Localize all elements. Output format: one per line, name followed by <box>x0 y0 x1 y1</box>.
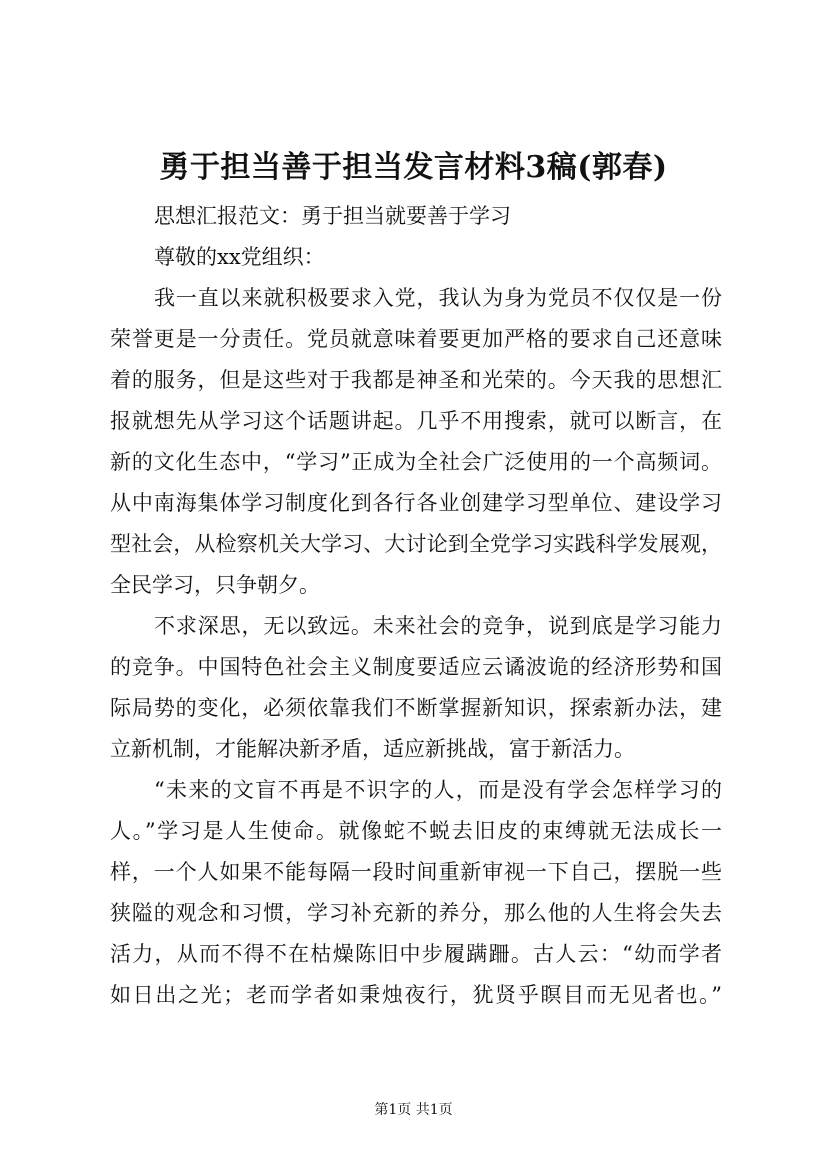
document-subtitle: 思想汇报范文：勇于担当就要善于学习 <box>154 204 511 228</box>
paragraph-3-line: 如日出之光；老而学者如秉烛夜行，犹贤乎瞑目而无见者也。” <box>110 983 722 1007</box>
paragraph-3-line: “未来的文盲不再是不识字的人，而是没有学会怎样学习的 <box>154 778 722 802</box>
paragraph-2-line: 立新机制，才能解决新矛盾，适应新挑战，富于新活力。 <box>110 737 635 761</box>
paragraph-1-line: 荣誉更是一分责任。党员就意味着要更加严格的要求自己还意味 <box>110 327 722 351</box>
paragraph-2-line: 不求深思，无以致远。未来社会的竞争，说到底是学习能力 <box>154 614 722 638</box>
document-title: 勇于担当善于担当发言材料3稿(郭春) <box>159 150 668 185</box>
paragraph-1-line: 我一直以来就积极要求入党，我认为身为党员不仅仅是一份 <box>154 286 722 310</box>
paragraph-1-line: 型社会，从检察机关大学习、大讨论到全党学习实践科学发展观， <box>110 532 722 556</box>
paragraph-3-line: 人。”学习是人生使命。就像蛇不蜕去旧皮的束缚就无法成长一 <box>110 819 722 843</box>
paragraph-1-line: 报就想先从学习这个话题讲起。几乎不用搜索，就可以断言，在 <box>110 409 722 433</box>
paragraph-1-line: 从中南海集体学习制度化到各行各业创建学习型单位、建设学习 <box>110 491 722 515</box>
paragraph-3-line: 活力，从而不得不在枯燥陈旧中步履蹒跚。古人云：“幼而学者 <box>110 942 722 966</box>
paragraph-1-line: 新的文化生态中，“学习”正成为全社会广泛使用的一个高频词。 <box>110 450 722 474</box>
paragraph-1-line: 全民学习，只争朝夕。 <box>110 573 320 597</box>
paragraph-1-line: 着的服务，但是这些对于我都是神圣和光荣的。今天我的思想汇 <box>110 368 722 392</box>
paragraph-3-line: 狭隘的观念和习惯，学习补充新的养分，那么他的人生将会失去 <box>110 901 722 925</box>
salutation: 尊敬的xx党组织： <box>154 245 325 269</box>
page-footer: 第1页 共1页 <box>374 1102 453 1118</box>
paragraph-2-line: 际局势的变化，必须依靠我们不断掌握新知识，探索新办法，建 <box>110 696 722 720</box>
paragraph-2-line: 的竞争。中国特色社会主义制度要适应云谲波诡的经济形势和国 <box>110 655 722 679</box>
paragraph-3-line: 样，一个人如果不能每隔一段时间重新审视一下自己，摆脱一些 <box>110 860 722 884</box>
